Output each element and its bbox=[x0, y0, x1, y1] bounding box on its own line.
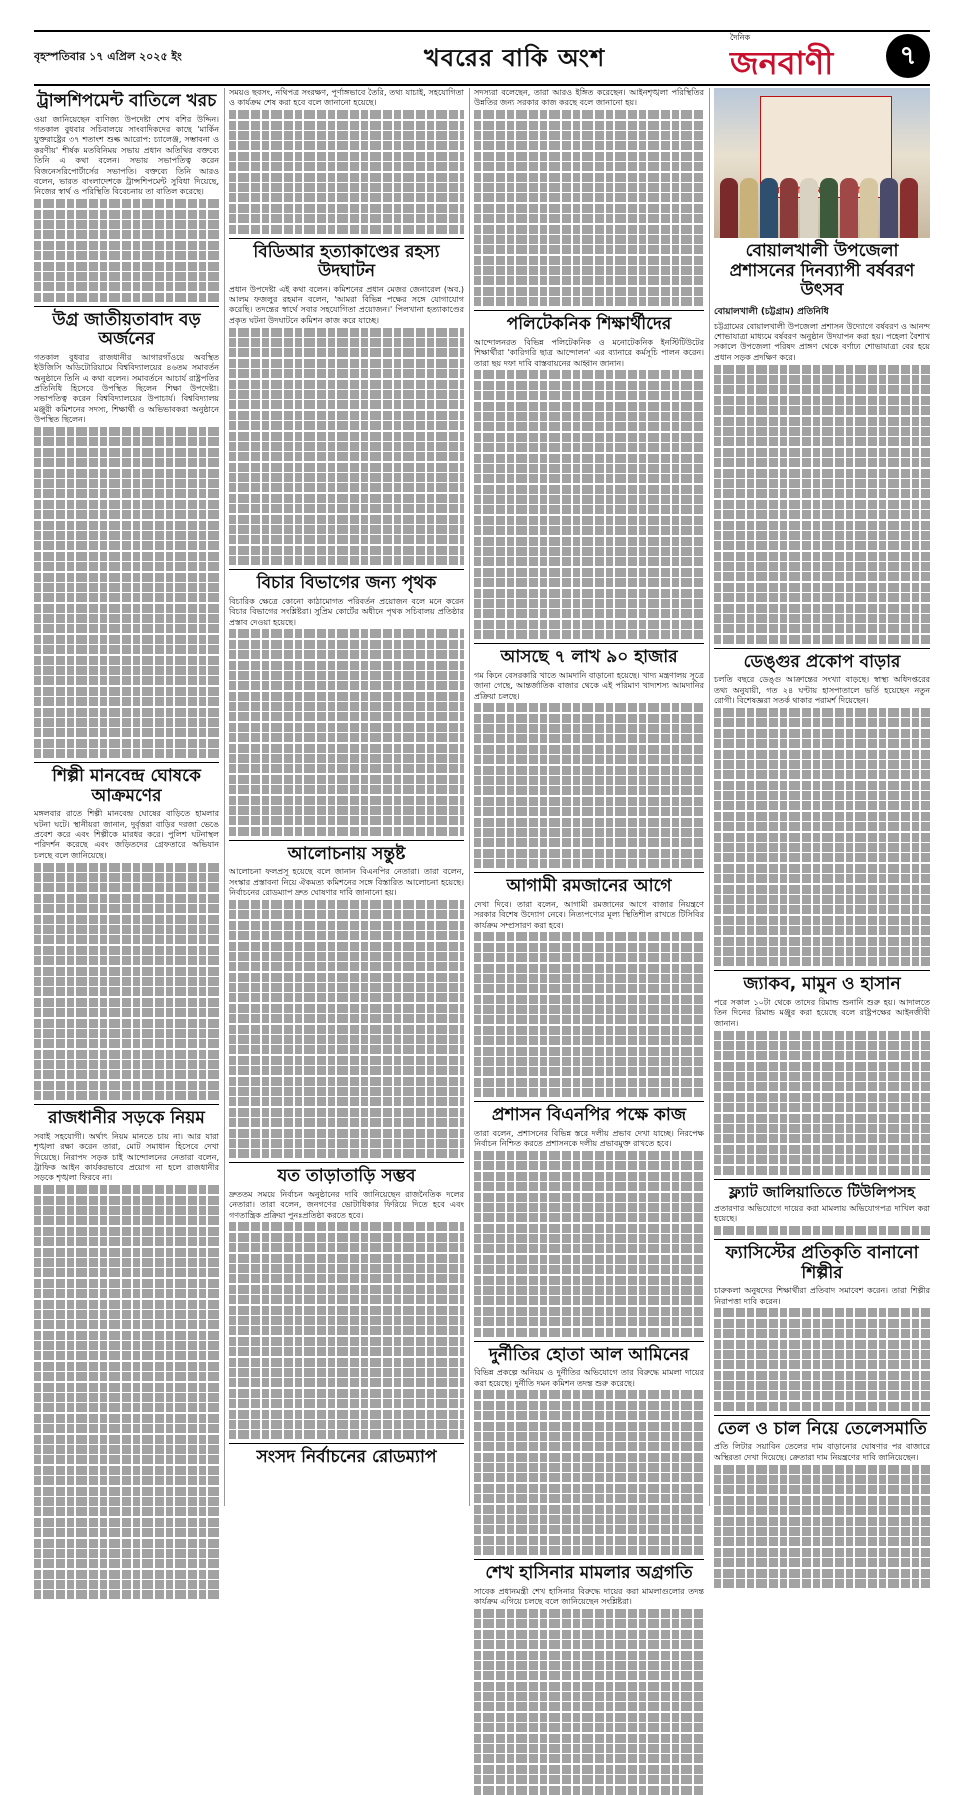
headline: যত তাড়াতাড়ি সম্ভব bbox=[277, 1166, 416, 1187]
headline: বিচার বিভাগের জন্য পৃথক bbox=[256, 573, 437, 594]
column-divider bbox=[709, 88, 710, 1506]
article-body: গম কিনে বেসরকারি খাতে আমদানি বাড়ানো হয়েছে। খাদ্য মন্ত্রণালয় সূত্রে জানা গেছে, আন্তর্জাতিক বাজার থেকে এই পরিমাণ খাদ্যশস্য আমদানির প্রক্রিয়া চলছে। bbox=[474, 670, 704, 701]
section-title: খবরের বাকি অংশ bbox=[424, 44, 606, 72]
headline: শিল্পী মানবেন্দ্র ঘোষকে আক্রমণের bbox=[52, 766, 201, 806]
article-body: তারা বলেন, প্রশাসনের বিভিন্ন স্তরে দলীয় প্রভাব দেখা যাচ্ছে। নিরপেক্ষ নির্বাচন নিশ্চিত করতে প্রশাসনকে দলীয় প্রভাবমুক্ত রাখতে হবে। bbox=[474, 1128, 704, 1149]
article-body: দ্রুততম সময়ে নির্বাচন অনুষ্ঠানের দাবি জানিয়েছেন রাজনৈতিক দলের নেতারা। তারা বলেন, জনগণের ভোটাধিকার ফিরিয়ে দিতে হবে এবং গণতান্ত্রিক প্রক্রিয়া পুনঃপ্রতিষ্ঠা করতে হবে। bbox=[229, 1189, 464, 1220]
page-number: ৭ bbox=[886, 34, 930, 78]
headline: আলোচনায় সন্তুষ্ট bbox=[287, 843, 406, 864]
article-body: প্রধান উপদেষ্টা এই কথা বলেন। কমিশনের প্রধান মেজর জেনারেল (অব.) আলম ফজলুর রহমান বলেন, 'আমরা বিভিন্ন পক্ষের সঙ্গে যোগাযোগ করেছি। তদন্তের স্বার্থে সবার সহযোগিতা প্রয়োজন।' পিলখানা হত্যাকাণ্ডের প্রকৃত ঘটনা উদঘাটনে কমিশন কাজ করে যাচ্ছে। bbox=[229, 284, 464, 325]
article-body: চট্টগ্রামের বোয়ালখালী উপজেলা প্রশাসন উদ্যোগে বর্ষবরণ ও আনন্দ শোভাযাত্রা মাধ্যমে বর্ষবরণ অনুষ্ঠান উদযাপন করা হয়। পহেলা বৈশাখ সকালে উপজেলা পরিষদ প্রাঙ্গণ থেকে বর্ণাঢ্য শোভাযাত্রা বের হয়ে প্রধান সড়ক প্রদক্ষিণ করে। bbox=[714, 321, 930, 362]
column-divider bbox=[224, 88, 225, 1506]
headline: দুর্নীতির হোতা আল আমিনের bbox=[488, 1344, 690, 1365]
column-1 bbox=[34, 88, 219, 1508]
headline: আগামী রমজানের আগে bbox=[506, 876, 672, 897]
headline: শেখ হাসিনার মামলার অগ্রগতি bbox=[485, 1563, 693, 1584]
article-body: গতকাল বুধবার রাজধানীর আগারগাঁওয়ে অবস্থিত ইউজিসি অডিটোরিয়ামে বিশ্ববিদ্যালয়ের ৪৬তম সমাবর্তন অনুষ্ঠানে তিনি এ কথা বলেন। সমাবর্তনে আচার্য রাষ্ট্রপতির প্রতিনিধি হিসেবে উপস্থিত ছিলেন শিক্ষা উপদেষ্টা। সভাপতিত্ব করেন বিশ্ববিদ্যালয়ের উপাচার্য। বিশ্ববিদ্যালয় মঞ্জুরী কমিশনের সদস্য, শিক্ষার্থী ও অভিভাবকরা অনুষ্ঠানে উপস্থিত ছিলেন। bbox=[34, 352, 219, 425]
article-body: চারুকলা অনুষদের শিক্ষার্থীরা প্রতিবাদ সমাবেশ করেন। তারা শিল্পীর নিরাপত্তা দাবি করেন। bbox=[714, 1286, 930, 1306]
article-body: প্রতারণার অভিযোগে দায়ের করা মামলায় অভিযোগপত্র দাখিল করা হয়েছে। bbox=[714, 1203, 930, 1224]
headline: বোয়ালখালী উপজেলা প্রশাসনের দিনব্যাপী বর্ষবরণ উৎসব bbox=[729, 241, 915, 301]
page-header bbox=[34, 30, 930, 86]
article-body: আন্দোলনরত বিভিন্ন পলিটেকনিক ও মনোটেকনিক ইনস্টিটিউটের শিক্ষার্থীরা 'কারিগরি ছাত্র আন্দোলন' এর ব্যানারে কর্মসূচি পালন করেন। তারা ছয় দফা দাবি বাস্তবায়নের আহ্বান জানান। bbox=[474, 337, 704, 368]
article-body: আলোচনা ফলপ্রসূ হয়েছে বলে জানান বিএনপির নেতারা। তারা বলেন, সংস্কার প্রস্তাবনা নিয়ে ঐকমত্য কমিশনের সঙ্গে বিস্তারিত আলোচনা হয়েছে। নির্বাচনের রোডম্যাপ দ্রুত ঘোষণার দাবি জানানো হয়। bbox=[229, 867, 464, 898]
article-body: সাবেক প্রধানমন্ত্রী শেখ হাসিনার বিরুদ্ধে দায়ের করা মামলাগুলোর তদন্ত কার্যক্রম এগিয়ে চলছে বলে জানিয়েছেন সংশ্লিষ্টরা। bbox=[474, 1586, 704, 1607]
article-body: মঙ্গলবার রাতে শিল্পী মানবেন্দ্র ঘোষের বাড়িতে হামলার ঘটনা ঘটে। স্থানীয়রা জানান, দুর্বৃত্তরা বাড়ির দরজা ভেঙে প্রবেশ করে এবং শিল্পীকে মারধর করে। পুলিশ ঘটনাস্থল পরিদর্শন করেছে এবং জড়িতদের গ্রেফতারে অভিযান চলছে বলে জানিয়েছে। bbox=[34, 809, 219, 860]
column-3 bbox=[474, 88, 704, 1607]
article-body: সময়ও ছবসং, নথিপত্র সংরক্ষণ, পূর্ণাঙ্গভাবে তৈরি, তথ্য যাচাই, সহযোগিতা ও কার্যক্রম শেষ করা হবে বলে জানানো হয়েছে। bbox=[229, 88, 464, 108]
article-body: বিচারিক ক্ষেত্রে কোনো কাঠামোগত পরিবর্তন প্রয়োজন বলে মনে করেন বিচার বিভাগের সংশ্লিষ্টরা। সুপ্রিম কোর্টের অধীনে পৃথক সচিবালয় প্রতিষ্ঠার প্রস্তাব দেওয়া হয়েছে। bbox=[229, 596, 464, 627]
banner-text: শোভাযাত্রা bbox=[839, 186, 878, 196]
article-body: বিভিন্ন প্রকল্পে অনিয়ম ও দুর্নীতির অভিযোগে তার বিরুদ্ধে মামলা দায়ের করা হয়েছে। দুর্নীতি দমন কমিশন তদন্ত শুরু করেছে। bbox=[474, 1368, 704, 1388]
headline: জ্যাকব, মামুন ও হাসান bbox=[743, 974, 901, 995]
masthead-logo bbox=[730, 34, 880, 80]
headline: রাজধানীর সড়কে নিয়ম bbox=[48, 1108, 205, 1129]
headline: সংসদ নির্বাচনের রোডম্যাপ bbox=[256, 1447, 437, 1468]
headline: ফ্ল্যাট জালিয়াতিতে টিউলিপসহ bbox=[729, 1182, 915, 1201]
logo-text: জনবাণী bbox=[730, 44, 834, 82]
article-body: চলতি বছরে ডেঙ্গু আক্রান্তের সংখ্যা বাড়ছে। স্বাস্থ্য অধিদপ্তরের তথ্য অনুযায়ী, গত ২৪ ঘণ্টায় হাসপাতালে ভর্তি হয়েছেন নতুন রোগী। বিশেষজ্ঞরা সতর্ক থাকার পরামর্শ দিয়েছেন। bbox=[714, 675, 930, 706]
headline: প্রশাসন বিএনপির পক্ষে কাজ bbox=[491, 1105, 687, 1126]
byline: বোয়ালখালী (চট্টগ্রাম) প্রতিনিধি bbox=[714, 306, 829, 317]
article-body: প্রতি লিটার সয়াবিন তেলের দাম বাড়ানোর ঘোষণার পর বাজারে অস্থিরতা দেখা দিয়েছে। ক্রেতারা দাম নিয়ন্ত্রণের দাবি জানিয়েছেন। bbox=[714, 1442, 930, 1462]
column-2 bbox=[229, 88, 464, 1508]
logo-prefix: দৈনিক bbox=[730, 33, 751, 42]
column-4 bbox=[714, 88, 930, 1508]
article-body: দেখা দিবে। তারা বলেন, আগামী রমজানের আগে বাজার নিয়ন্ত্রণে সরকার বিশেষ উদ্যোগ নেবে। নিত্যপণ্যের মূল্য স্থিতিশীল রাখতে টিসিবির কার্যক্রম সম্প্রসারণ করা হবে। bbox=[474, 899, 704, 930]
column-divider bbox=[469, 88, 470, 1506]
headline: ফ্যাসিস্টের প্রতিকৃতি বানানো শিল্পীর bbox=[725, 1243, 919, 1283]
article-body: ওয়া জানিয়েছেন বাণিজ্য উপদেষ্টা শেখ বশির উদ্দিন। গতকাল বুধবার সচিবালয়ে সাংবাদিকদের কাছে 'মার্কিন যুক্তরাষ্ট্রের ৩৭ শতাংশ শুল্ক আরোপ: চ্যালেঞ্জ, সম্ভাবনা ও করণীয়' শীর্ষক মতবিনিময় সভায় প্রধান অতিথির বক্তব্যে তিনি এ কথা বলেন। সভায় সভাপতিত্ব করেন বিজনেসরিপোর্টার্সের সভাপতি। বক্তব্যে তিনি আরও বলেন, ভারত বাংলাদেশকে ট্রান্সশিপমেন্ট সুবিধা দিয়েছে, নিজের স্বার্থ ও পরিস্থিতি বিবেচনায় তা বাতিল করেছে। bbox=[34, 114, 219, 197]
headline: বিডিআর হত্যাকাণ্ডের রহস্য উদঘাটন bbox=[253, 241, 440, 282]
headline: আসছে ৭ লাখ ৯০ হাজার bbox=[500, 647, 678, 668]
article-body: সদস্যরা বলেছেন, তারা আরও ইঙ্গিত করেছেন। আইনশৃঙ্খলা পরিস্থিতির উন্নতির জন্য সরকার কাজ করছে বলে জানানো হয়। bbox=[474, 88, 704, 108]
article-body: সবাই সহযোগী। অর্থাৎ নিয়ম মানতে চায় না। আর যারা শৃঙ্খলা রক্ষা করেন তারা, মোট সমাধান হিসেবে দেখা দিয়েছে। নিরাপদ সড়ক চাই আন্দোলনের নেতারা বলেন, ট্রাফিক আইন কার্যকরভাবে প্রয়োগ না হলে রাজধানীর সড়কে শৃঙ্খলা ফিরবে না। bbox=[34, 1131, 219, 1183]
article-body: পরে সকাল ১০টা থেকে তাদের রিমান্ড শুনানি শুরু হয়। আদালতে তিন দিনের রিমান্ড মঞ্জুর করা হয়েছে বলে রাষ্ট্রপক্ষের আইনজীবী জানান। bbox=[714, 997, 930, 1028]
issue-date: বৃহস্পতিবার ১৭ এপ্রিল ২০২৫ ইং bbox=[34, 50, 182, 63]
headline: উগ্র জাতীয়তাবাদ বড় অর্জনের bbox=[52, 309, 201, 350]
headline: পলিটেকনিক শিক্ষার্থীদের bbox=[506, 314, 672, 335]
headline: তেল ও চাল নিয়ে তেলেসমাতি bbox=[717, 1418, 927, 1439]
headline: ট্রান্সশিপমেন্ট বাতিলে খরচ bbox=[36, 91, 217, 111]
news-photo bbox=[714, 88, 930, 238]
headline: ডেঙ্গুর প্রকোপ বাড়ার bbox=[743, 651, 901, 672]
